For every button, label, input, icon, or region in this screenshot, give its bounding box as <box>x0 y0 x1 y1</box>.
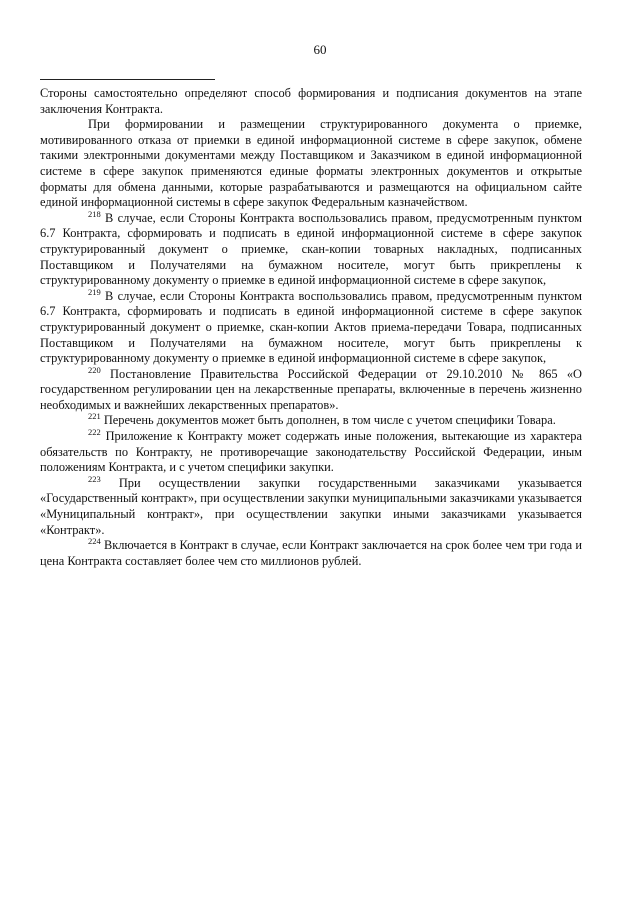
page-number: 60 <box>313 42 327 57</box>
footnote-text: Включается в Контракт в случае, если Контракт заключается на срок более чем три года и цена Контракта составляет более чем сто миллионов рублей. <box>40 538 582 568</box>
footnote-text: Приложение к Контракту может содержать иные положения, вытекающие из характера обязательств по Контракту, не противоречащие законодательству Российской Федерации, иным положениям Контракта, и с учетом специфики закупки. <box>40 429 582 475</box>
footnote-text: При формировании и размещении структурированного документа о приемке, мотивированного отказа от приемки в единой информационной системе в сфере закупок, обмене такими электронными документами между Поставщиком и Заказчиком в единой информационной системе в сфере закупок применяются единые форматы электронных документов и открытые форматы для обмена данными, которые разрабатываются и размещаются на официальном сайте единой информационной системы в сфере закупок Федеральным казначейством. <box>40 117 582 210</box>
footnote-text: При осуществлении закупки государственными заказчиками указывается «Государственный контракт», при осуществлении закупки муниципальными заказчиками указывается «Муниципальный контракт», при осуществлении закупки иными заказчиками указывается «Контракт». <box>40 475 582 537</box>
footnote-paragraph <box>40 286 582 367</box>
footnote-marker: 220 <box>88 364 101 375</box>
footnote-paragraph <box>40 538 582 569</box>
footnote-marker: 218 <box>88 208 101 219</box>
footnote-paragraph <box>40 413 582 429</box>
footnote-text: В случае, если Стороны Контракта воспользовались правом, предусмотренным пунктом 6.7 Контракта, сформировать и подписать в единой информационной системе в сфере закупок структурированный документ о приемке, скан-копии Актов приема-передачи Товара, подписанных Поставщиком и Получателями на бумажном носителе, могут быть прикреплены к структурированному документу о приемке в единой информационной системе в сфере закупок, <box>40 288 582 366</box>
footnote-text: Перечень документов может быть дополнен, в том числе с учетом специфики Товара. <box>100 413 556 428</box>
footnote-marker: 221 <box>88 411 101 422</box>
footnote-paragraph <box>40 426 582 476</box>
footnote-paragraph <box>40 364 582 414</box>
footnote-text: Постановление Правительства Российской Федерации от 29.10.2010 № 865 «О государственном регулировании цен на лекарственные препараты, включенные в перечень жизненно необходимых и важнейших лекарственных препаратов». <box>40 366 582 412</box>
footnote-separator <box>40 79 215 80</box>
footnotes <box>40 86 582 569</box>
footnote-paragraph <box>40 117 582 211</box>
footnote-marker: 222 <box>88 426 101 437</box>
footnote-paragraph <box>40 86 582 117</box>
footnote-text: В случае, если Стороны Контракта воспользовались правом, предусмотренным пунктом 6.7 Контракта, сформировать и подписать в единой информационной системе в сфере закупок структурированный документ о приемке, скан-копии товарных накладных, подписанных Поставщиком и Получателями на бумажном носителе, могут быть прикреплены к структурированному документу о приемке в единой информационной системе в сфере закупок, <box>40 210 582 288</box>
footnote-text: Стороны самостоятельно определяют способ формирования и подписания документов на этапе заключения Контракта. <box>40 86 582 116</box>
footnote-marker: 224 <box>88 536 101 547</box>
footnote-paragraph <box>40 208 582 289</box>
footnote-marker: 223 <box>88 473 101 484</box>
footnote-marker: 219 <box>88 286 101 297</box>
footnote-paragraph <box>40 473 582 538</box>
